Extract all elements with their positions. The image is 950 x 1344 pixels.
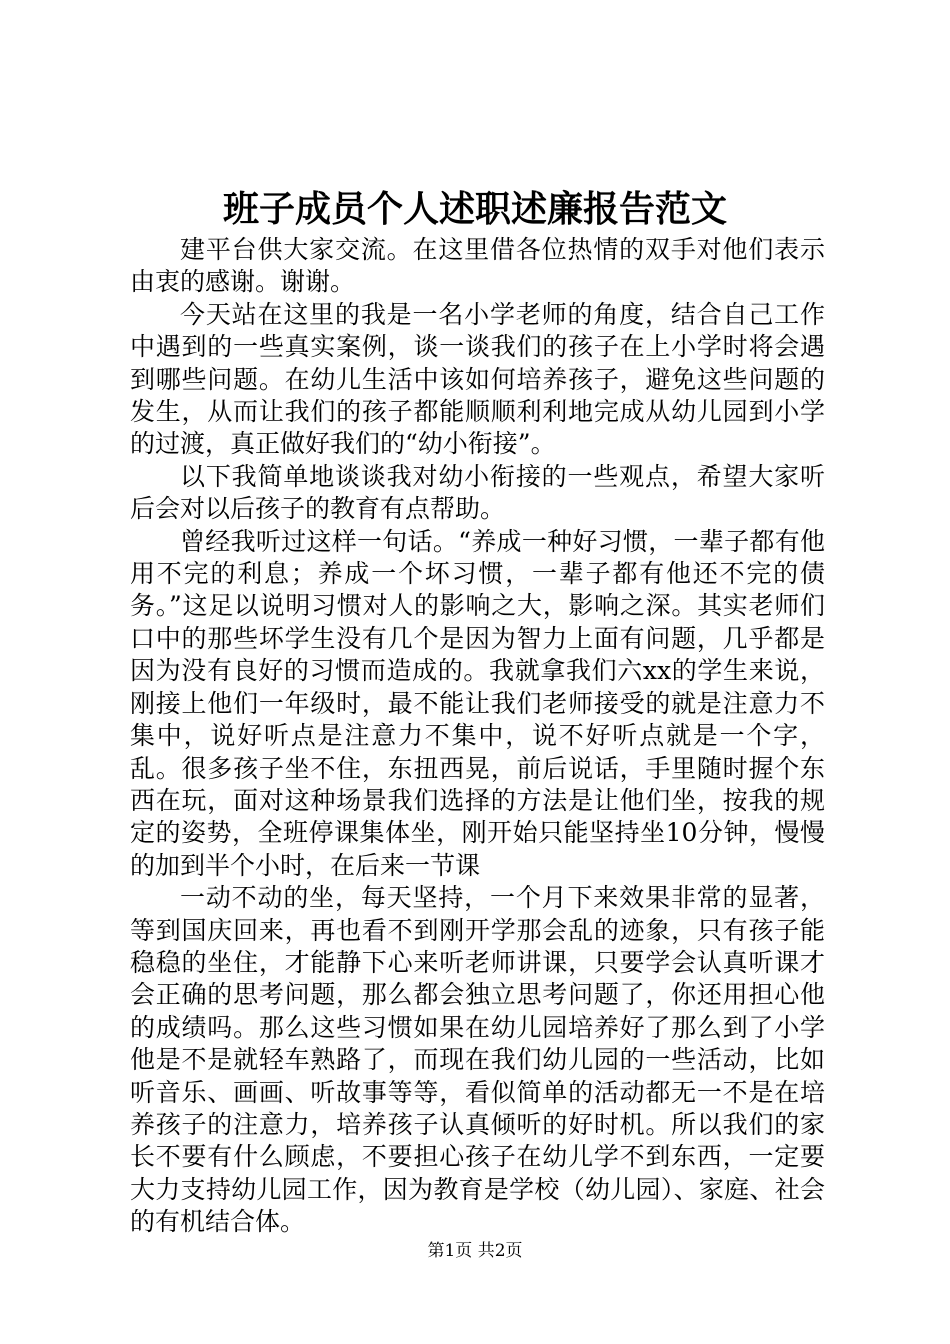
document-title: 班子成员个人述职述廉报告范文 [222,188,727,230]
paragraph: 以下我简单地谈谈我对幼小衔接的一些观点，希望大家听后会对以后孩子的教育有点帮助。 [130,461,825,524]
paragraph: 今天站在这里的我是一名小学老师的角度，结合自己工作中遇到的一些真实案例，谈一谈我们的孩子在上小学时将会遇到哪些问题。在幼儿生活中该如何培养孩子，避免这些问题的发生，从而让我们的孩子都能顺顺利利地完成从幼儿园到小学的过渡，真正做好我们的“幼小衔接”。 [130,299,825,459]
paragraph: 曾经我听过这样一句话。“养成一种好习惯，一辈子都有他用不完的利息；养成一个坏习惯，一辈子都有他还不完的债务。”这足以说明习惯对人的影响之大，影响之深。其实老师们口中的那些坏学生没有几个是因为智力上面有问题，几乎都是因为没有良好的习惯而造成的。我就拿我们六xx的学生来说，刚接上他们一年级时，最不能让我们老师接受的就是注意力不集中，说好听点是注意力不集中，说不好听点就是一个字，乱。很多孩子坐不住，东扭西晃，前后说话，手里随时握个东西在玩，面对这种场景我们选择的方法是让他们坐，按我的规定的姿势，全班停课集体坐，刚开始只能坚持坐10分钟，慢慢的加到半个小时，在后来一节课 [130,526,825,880]
page-number-footer: 第1页 共2页 [427,1241,523,1261]
paragraph: 一动不动的坐，每天坚持，一个月下来效果非常的显著，等到国庆回来，再也看不到刚开学那会乱的迹象，只有孩子能稳稳的坐住，才能静下心来听老师讲课，只要学会认真听课才会正确的思考问题，那么都会独立思考问题了，你还用担心他的成绩吗。那么这些习惯如果在幼儿园培养好了那么到了小学他是不是就轻车熟路了，而现在我们幼儿园的一些活动，比如听音乐、画画、听故事等等，看似简单的活动都无一不是在培养孩子的注意力，培养孩子认真倾听的好时机。所以我们的家长不要有什么顾虑，不要担心孩子在幼儿学不到东西，一定要大力支持幼儿园工作，因为教育是学校（幼儿园）、家庭、社会的有机结合体。 [130,883,825,1237]
document-body [130,234,825,1239]
paragraph: 建平台供大家交流。在这里借各位热情的双手对他们表示由衷的感谢。谢谢。 [130,235,825,297]
